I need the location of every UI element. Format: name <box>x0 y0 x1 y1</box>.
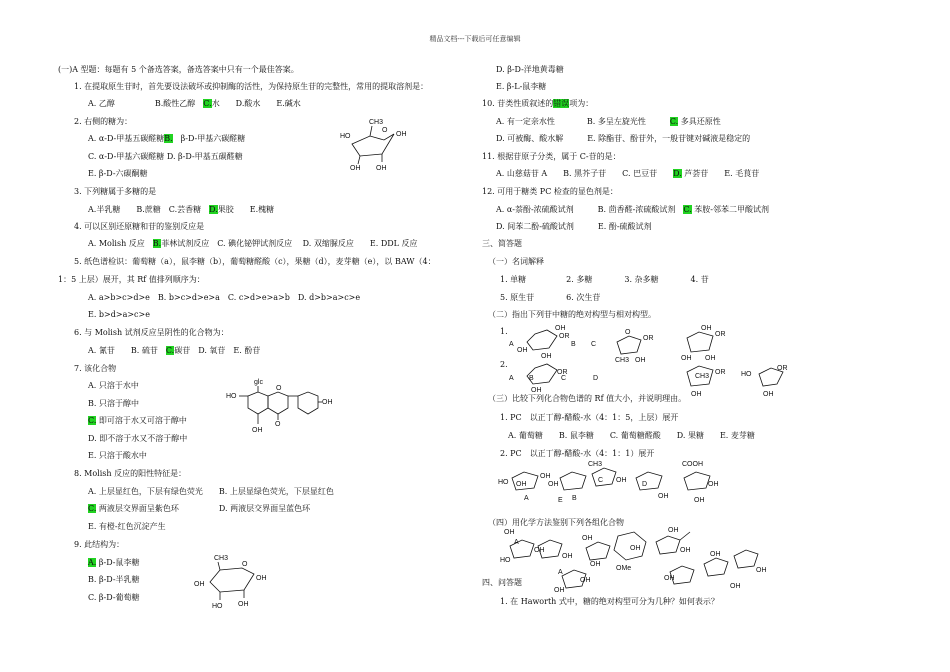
right-column-line <box>496 134 750 144</box>
left-column-line <box>88 152 243 162</box>
right-column-line <box>500 413 678 423</box>
svg-text:OR: OR <box>557 369 568 376</box>
svg-text:OH: OH <box>658 493 669 500</box>
text-segment: E. 只溶于酸水中 <box>88 451 147 460</box>
left-column-line <box>88 504 310 514</box>
left-column-line <box>74 82 428 92</box>
svg-text:OR: OR <box>777 365 788 372</box>
left-column-line <box>88 593 140 603</box>
svg-text:OH: OH <box>582 535 593 542</box>
highlighted-answer: B. <box>152 239 162 248</box>
text-segment: 9. 此结构为： <box>74 540 125 549</box>
text-segment: 2. 右侧的糖为： <box>74 117 133 126</box>
highlighted-answer: C. <box>683 205 692 214</box>
text-segment: 1. <box>500 327 508 336</box>
text-segment: 4. 可以区别还原糖和苷的鉴别反应是 <box>74 222 205 231</box>
svg-text:OH: OH <box>562 553 573 560</box>
svg-text:B: B <box>572 495 577 502</box>
text-segment: D. 间苯二酚-硫酸试剂 E. 酚-硫酸试剂 <box>496 222 652 231</box>
svg-text:OH: OH <box>616 477 627 484</box>
text-segment: (一)A 型题：每题有 5 个备选答案，备选答案中只有一个最佳答案。 <box>58 65 299 74</box>
svg-text:OH: OH <box>705 355 716 362</box>
q7-flavone-structure <box>222 376 352 438</box>
right-column-line <box>500 293 600 303</box>
svg-text:OH: OH <box>691 391 702 398</box>
left-column-line <box>88 293 360 303</box>
left-column-line <box>88 169 148 179</box>
left-column-line <box>74 469 186 479</box>
right-column-line <box>496 65 564 75</box>
svg-text:OH: OH <box>396 131 407 138</box>
svg-text:CH3: CH3 <box>695 373 710 380</box>
highlighted-answer: C. <box>165 346 175 355</box>
svg-text:OH: OH <box>531 387 542 394</box>
text-segment: A. Molish 反应 <box>88 239 153 248</box>
svg-text:OH: OH <box>635 357 646 364</box>
left-column-line <box>58 65 299 75</box>
svg-text:B: B <box>571 341 576 348</box>
svg-text:OH: OH <box>517 347 528 354</box>
text-segment: （四）用化学方法鉴别下列各组化合物 <box>488 518 624 527</box>
svg-text:CH3: CH3 <box>369 119 384 126</box>
text-segment: 水 D.酸水 E.碱水 <box>211 99 301 108</box>
left-column-line <box>74 222 204 232</box>
highlighted-answer: C. <box>203 99 212 108</box>
right-column-line <box>482 152 621 162</box>
svg-text:OR: OR <box>643 335 654 342</box>
text-segment: （二）指出下列苷中糖的绝对构型与相对构型。 <box>488 310 656 319</box>
svg-text:OH: OH <box>554 587 565 594</box>
svg-text:E: E <box>558 497 563 504</box>
text-segment: E. β-L-鼠李糖 <box>496 82 547 91</box>
left-column-line <box>74 540 124 550</box>
text-segment: 1. 单糖 2. 多糖 3. 杂多糖 4. 苷 <box>500 275 709 284</box>
svg-text:OH: OH <box>708 481 719 488</box>
svg-text:O: O <box>382 127 388 134</box>
svg-text:OH: OH <box>516 481 527 488</box>
svg-text:OH: OH <box>763 391 774 398</box>
text-segment: 碳苷 D. 氧苷 E. 酚苷 <box>174 346 261 355</box>
text-segment: E. β-D-六碳酮糖 <box>88 169 148 178</box>
text-segment: A. 只溶于水中 <box>88 381 139 390</box>
highlighted-answer: 错误 <box>553 99 570 108</box>
left-column-line <box>88 487 334 497</box>
left-column-line <box>88 434 187 444</box>
svg-text:OH: OH <box>694 497 705 504</box>
page-header: 精品文档---下载后可任意编辑 <box>429 35 521 43</box>
right-column-line <box>496 205 769 215</box>
left-column-line <box>74 364 116 374</box>
text-segment: 2. <box>500 360 508 369</box>
section4-structures <box>494 522 784 598</box>
svg-text:OH: OH <box>710 551 721 558</box>
left-column-line <box>74 257 436 267</box>
highlighted-answer: C. <box>88 416 97 425</box>
svg-text:A: A <box>524 495 529 502</box>
svg-text:C: C <box>591 341 597 348</box>
text-segment: β-D-甲基六碳醛糖 <box>172 134 246 143</box>
text-segment: 两液层交界面呈紫色环 D. 两液层交界面呈蓝色环 <box>96 504 311 513</box>
section3-structures <box>498 458 728 508</box>
text-segment: D. 可被酶、酸水解 E. 除酯苷、酚苷外，一般苷键对碱液是稳定的 <box>496 134 751 143</box>
right-column-line <box>496 82 546 92</box>
left-column-line <box>88 522 166 532</box>
svg-text:OH: OH <box>238 601 249 608</box>
text-segment: 多具还原性 <box>678 117 721 126</box>
svg-text:OR: OR <box>559 333 570 340</box>
svg-text:OH: OH <box>701 325 712 332</box>
right-column-line <box>496 222 652 232</box>
highlighted-answer: C. <box>669 117 679 126</box>
svg-text:OR: OR <box>715 331 726 338</box>
svg-text:OH: OH <box>555 325 566 332</box>
highlighted-answer: D. <box>673 169 682 178</box>
svg-text:OH: OH <box>256 575 267 582</box>
text-segment: A. 有一定亲水性 B. 多呈左旋光性 <box>496 117 670 126</box>
svg-text:HO: HO <box>741 371 752 378</box>
svg-text:HO: HO <box>340 133 351 140</box>
text-segment: A. 氰苷 B. 硫苷 <box>88 346 166 355</box>
text-segment: A. 乙醇 B.酸性乙醇 <box>88 99 204 108</box>
right-column-line <box>500 597 719 607</box>
svg-text:CH3: CH3 <box>588 461 603 468</box>
svg-text:OH: OH <box>590 561 601 568</box>
text-segment: 芦荟苷 E. 毛茛苷 <box>681 169 760 178</box>
svg-text:OH: OH <box>580 577 591 584</box>
svg-text:OH: OH <box>540 473 551 480</box>
left-column-line <box>88 416 187 426</box>
text-segment: B. 只溶于醇中 <box>88 399 139 408</box>
left-column-line <box>74 187 156 197</box>
svg-text:HO: HO <box>500 557 511 564</box>
svg-text:A: A <box>558 569 563 576</box>
text-segment: C. α-D-甲基六碳醛糖 D. β-D-甲基五碳醛糖 <box>88 152 243 161</box>
text-segment: 2. PC 以正丁醇-醋酸-水（4：1：1）展开 <box>500 449 655 458</box>
left-column-line <box>88 451 147 461</box>
left-column-line <box>88 575 140 585</box>
left-column-line <box>88 205 274 215</box>
svg-text:D: D <box>593 375 599 382</box>
svg-text:OH: OH <box>730 583 741 590</box>
text-segment: 3. 下列糖属于多糖的是 <box>74 187 157 196</box>
text-segment: 12. 可用于糖类 PC 检查的显色剂是： <box>482 187 618 196</box>
text-segment: B. β-D-半乳糖 <box>88 575 140 584</box>
highlighted-answer: D. <box>209 205 218 214</box>
svg-text:OH: OH <box>680 547 691 554</box>
text-segment: C. β-D-葡萄糖 <box>88 593 140 602</box>
right-column-line <box>488 257 544 267</box>
text-segment: A. 山慈菇苷 A B. 黑芥子苷 C. 巴豆苷 <box>496 169 674 178</box>
svg-text:OH: OH <box>681 355 692 362</box>
left-column-line <box>74 117 132 127</box>
right-column-line <box>496 117 721 127</box>
right-column-line <box>500 275 709 285</box>
text-segment: 7. 该化合物 <box>74 364 117 373</box>
svg-text:OH: OH <box>534 547 545 554</box>
text-segment: 果胶 E.槐糖 <box>217 205 275 214</box>
svg-text:COOH: COOH <box>682 461 703 468</box>
text-segment: 8. Molish 反应的阳性特征是： <box>74 469 187 478</box>
text-segment: A. a>b>c>d>e B. b>c>d>e>a C. c>d>e>a>b D. d>b>a>c>e <box>88 293 361 302</box>
svg-text:OH: OH <box>252 427 263 434</box>
highlighted-answer: C. <box>88 504 97 513</box>
right-column-line <box>508 431 755 441</box>
svg-text:HO: HO <box>226 393 237 400</box>
svg-text:OH: OH <box>548 481 559 488</box>
svg-text:A: A <box>509 341 514 348</box>
svg-text:A: A <box>514 539 519 546</box>
left-column-line <box>88 346 260 356</box>
text-segment: （一）名词解释 <box>488 257 544 266</box>
text-segment: A. α-萘酚-浓硫酸试剂 B. 茴香醛-浓硫酸试剂 <box>496 205 684 214</box>
svg-text:B: B <box>529 375 534 382</box>
q9-sugar-structure <box>194 552 278 610</box>
svg-text:O: O <box>276 385 282 392</box>
right-column-line <box>482 187 618 197</box>
text-segment: 6. 与 Molish 试剂反应呈阴性的化合物为： <box>74 328 229 337</box>
text-segment: 苯胺-邻苯二甲酸试剂 <box>691 205 769 214</box>
svg-text:OH: OH <box>194 581 205 588</box>
left-column-line <box>88 99 301 109</box>
section2-structures <box>505 322 795 414</box>
text-segment: D. β-D-洋地黄毒糖 <box>496 65 564 74</box>
svg-text:OH: OH <box>756 567 767 574</box>
text-segment: 项为： <box>569 99 594 108</box>
text-segment: 1. 在 Haworth 式中，糖的绝对构型可分为几种？如何表示？ <box>500 597 719 606</box>
svg-text:CH3: CH3 <box>615 357 630 364</box>
right-column-line <box>488 310 656 320</box>
svg-text:HO: HO <box>498 479 509 486</box>
text-segment: E. b>d>a>c>e <box>88 310 150 319</box>
text-segment: 菲林试剂反应 C. 碘化铋钾试剂反应 D. 双缩脲反应 E. DDL 反应 <box>161 239 418 248</box>
svg-text:OH: OH <box>376 165 387 172</box>
text-segment: （三）比较下列化合物色谱的 Rf 值大小，并说明理由。 <box>488 394 687 403</box>
svg-text:C: C <box>561 375 567 382</box>
svg-text:D: D <box>642 481 648 488</box>
left-column-line <box>88 134 245 144</box>
svg-text:C: C <box>598 477 604 484</box>
svg-text:OH: OH <box>668 527 679 534</box>
right-column-line <box>482 239 522 249</box>
text-segment: 1. 在提取原生苷时，首先要设法破坏或抑制酶的活性，为保持原生苷的完整性，常用的提取溶剂是： <box>74 82 429 91</box>
q2-sugar-structure <box>338 118 408 172</box>
left-column-line <box>88 558 139 568</box>
svg-text:OR: OR <box>715 369 726 376</box>
text-segment: E. 有橙-红色沉淀产生 <box>88 522 166 531</box>
text-segment: 四、问答题 <box>482 578 522 587</box>
svg-text:OH: OH <box>541 353 552 360</box>
text-segment: A. α-D-甲基五碳醛糖 <box>88 134 165 143</box>
text-segment: 5. 原生苷 6. 次生苷 <box>500 293 601 302</box>
highlighted-answer: A. <box>88 558 97 567</box>
text-segment: β-D-鼠李糖 <box>96 558 140 567</box>
svg-text:HO: HO <box>212 603 223 610</box>
text-segment: 5. 纸色谱检识：葡萄糖（a），鼠李糖（b），葡萄糖醛酸（c），果糖（d），麦芽糖（e），以 BAW（4： <box>74 257 436 266</box>
svg-text:OH: OH <box>504 529 515 536</box>
left-column-line <box>74 328 229 338</box>
svg-text:OH: OH <box>664 575 675 582</box>
highlighted-answer: B. <box>164 134 173 143</box>
right-column-line <box>482 99 593 109</box>
text-segment: 1. PC 以正丁醇-醋酸-水（4：1：5，上层）展开 <box>500 413 679 422</box>
right-column-line <box>496 169 759 179</box>
svg-text:OH: OH <box>322 399 333 406</box>
text-segment: 三、简答题 <box>482 239 522 248</box>
svg-text:OH: OH <box>350 165 361 172</box>
text-segment: D. 即不溶于水又不溶于醇中 <box>88 434 188 443</box>
left-column-line <box>88 310 150 320</box>
text-segment: 即可溶于水又可溶于醇中 <box>96 416 187 425</box>
svg-text:CH3: CH3 <box>214 555 229 562</box>
left-column-line <box>88 381 139 391</box>
left-column-line <box>58 275 205 285</box>
svg-text:OH: OH <box>630 545 641 552</box>
svg-text:O: O <box>625 329 631 336</box>
svg-text:glc: glc <box>254 379 263 386</box>
left-column-line <box>88 399 139 409</box>
svg-text:A: A <box>509 375 514 382</box>
text-segment: A.半乳糖 B.蔗糖 C.芸香糖 <box>88 205 210 214</box>
text-segment: A. 上层显红色，下层有绿色荧光 B. 上层显绿色荧光，下层显红色 <box>88 487 334 496</box>
svg-text:O: O <box>275 421 281 428</box>
svg-text:OMe: OMe <box>616 565 632 572</box>
text-segment: A. 葡萄糖 B. 鼠李糖 C. 葡萄糖醛酸 D. 果糖 E. 麦芽糖 <box>508 431 755 440</box>
left-column-line <box>88 239 418 249</box>
text-segment: 1：5 上层）展开，其 Rf 值排列顺序为： <box>58 275 205 284</box>
text-segment: 10. 苷类性质叙述的 <box>482 99 554 108</box>
svg-text:O: O <box>242 561 248 568</box>
text-segment: 11. 根据苷原子分类，属于 C-苷的是： <box>482 152 621 161</box>
